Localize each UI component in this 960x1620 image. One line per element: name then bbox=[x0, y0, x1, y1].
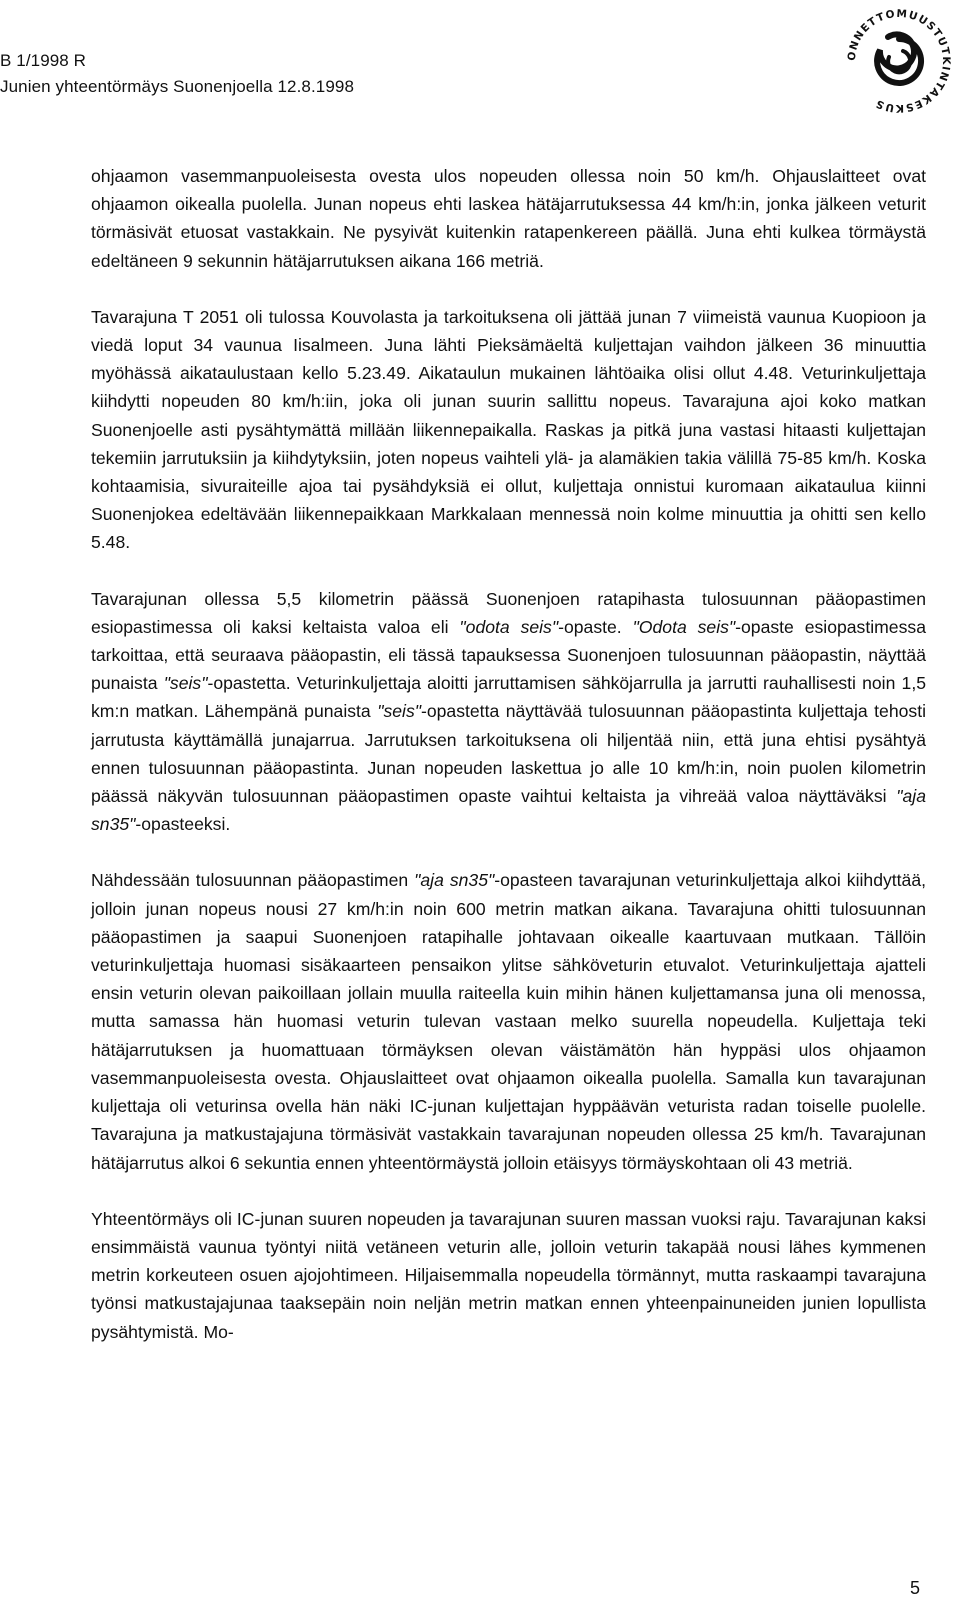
paragraph-text: Nähdessään tulosuunnan pääopastimen bbox=[91, 870, 415, 891]
paragraph-text: -opasteeksi. bbox=[135, 814, 231, 835]
paragraph-text: Tavarajunan ollessa 5,5 kilometrin päässä Suonenjoen ratapihasta tulosuunnan pääopastimen esiopastimessa oli kaksi keltaista valoa eli bbox=[91, 588, 926, 637]
report-id: B 1/1998 R bbox=[0, 51, 87, 70]
paragraph-text: Yhteentörmäys oli IC-junan suuren nopeuden ja tavarajunan suuren massan vuoksi raju. Tavarajunan kaksi ensimmäistä vaunua työntyi niitä vetäneen veturin alle, jolloin veturin takapää nousi lähes kymmenen metrin korkeuteen osuen ajojohtimeen. Hiljaisemmalla nopeudella törmännyt, mutta raskaampi tavarajuna työnsi matkustajajunaa taaksepäin noin neljän metrin matkan ennen yhteenpainuneiden junien lopullista pysähtymistä. Mo- bbox=[91, 1208, 926, 1342]
signal-term: "seis" bbox=[163, 673, 208, 694]
signal-term: "odota seis" bbox=[459, 616, 559, 637]
report-title: Junien yhteentörmäys Suonenjoella 12.8.1998 bbox=[0, 77, 354, 96]
spiral-icon bbox=[877, 34, 921, 83]
page-number: 5 bbox=[910, 1578, 921, 1598]
body-paragraph bbox=[91, 866, 926, 1176]
signal-term: "aja sn35" bbox=[414, 870, 495, 891]
paragraph-text: -opastetta. Veturinkuljettaja aloitti jarruttamisen sähköjarrulla ja jarrutti rauhallisesti noin 1,5 km:n matkan. Lähempänä punaista bbox=[91, 673, 926, 722]
page-header bbox=[0, 48, 700, 100]
body-paragraph bbox=[91, 303, 926, 557]
paragraph-text: ohjaamon vasemmanpuoleisesta ovesta ulos nopeuden ollessa noin 50 km/h. Ohjauslaitteet ovat ohjaamon oikealla puolella. Junan nopeus ehti laskea hätäjarrutuksessa 44 km/h:in, jonka jälkeen veturit törmäsivät etuosat vastakkain. Ne pysyivät kuitenkin ratapenkereen päällä. Juna ehti kulkea törmäystä edeltäneen 9 sekunnin hätäjarrutuksen aikana 166 metriä. bbox=[91, 166, 926, 271]
paragraph-text: -opasteen tavarajunan veturinkuljettaja alkoi kiihdyttää, jolloin junan nopeus nousi 27 km/h:in noin 600 metrin matkan aikana. Tavarajuna ohitti tulosuunnan pääopastimen ja saapui Suonenjoen ratapihalle johtavaan oikealle kaartuvaan mutkaan. Tällöin veturinkuljettaja huomasi sisäkaarteen pensaikon ylitse sähköveturin etuvalot. Veturinkuljettaja ajatteli ensin veturin olevan paikoillaan jollain muulla raiteella kuin mihin hänen kuljettamansa juna oli menossa, mutta samassa hän huomasi veturin tulevan vastaan melko suurella nopeudella. Kuljettaja teki hätäjarrutuksen ja huomattuaan törmäyksen olevan väistämätön hän hyppäsi ulos ohjaamon vasemmanpuoleisesta ovesta. Ohjauslaitteet ovat ohjaamon oikealla puolella. Samalla kun tavarajunan kuljettaja oli veturinsa ovella hän näki IC-junan kuljettajan hyppäävän veturista radan toiselle puolelle. Tavarajuna ja matkustajajuna törmäsivät vastakkain tavarajunan nopeuden ollessa 25 km/h. Tavarajunan hätäjarrutus alkoi 6 sekuntia ennen yhteentörmäystä jolloin etäisyys törmäyskohtaan oli 43 metriä. bbox=[91, 870, 927, 1173]
signal-term: "aja sn35" bbox=[91, 786, 926, 835]
signal-term: "Odota seis" bbox=[632, 616, 736, 637]
paragraph-text: -opastetta näyttävää tulosuunnan pääopastinta kuljettaja tehosti jarrutusta käyttämällä junajarrua. Jarrutuksen tarkoituksena oli hiljentää niin, että juna ehtisi pysähtyä ennen tulosuunnan pääopastinta. Junan nopeuden laskettua jo alle 10 km/h:in, noin puolen kilometrin päässä näkyvän tulosuunnan pääopastimen opaste vaihtui keltaista ja vihreää valoa näyttäväksi bbox=[91, 701, 927, 807]
paragraph-text: -opaste esiopastimessa tarkoittaa, että seuraava pääopastin, eli tässä tapauksessa Suonenjoen tulosuunnan pääopastin, näyttää punaista bbox=[91, 616, 926, 694]
paragraph-text: Tavarajuna T 2051 oli tulossa Kouvolasta ja tarkoituksena oli jättää junan 7 viimeistä vaunua Kuopioon ja viedä loput 34 vaunua Iisalmeen. Juna lähti Pieksämäeltä kuljettajan vaihdon jälkeen 36 minuuttia myöhässä aikataulustaan kello 5.23.49. Aikataulun mukainen lähtöaika olisi ollut 4.48. Veturinkuljettaja kiihdytti nopeuden 80 km/h:iin, joka oli junan suurin sallittu nopeus. Tavarajuna ajoi koko matkan Suonenjoelle asti pysähtymättä millään liikennepaikalla. Raskas ja pitkä juna vastasi hitaasti kuljettajan tekemiin jarrutuksiin ja kiihdytyksiin, joten nopeus vaihteli ylä- ja alamäkien takia välillä 75-85 km/h. Koska kohtaamisia, sivuraiteille ajoa tai pysähdyksiä ei ollut, kuljettaja onnistui kuromaan aikataulua kiinni Suonenjokea edeltävään liikennepaikkaan Markkalaan mennessä noin kolme minuuttia ja ohitti sen kello 5.48. bbox=[91, 306, 926, 553]
body-paragraph bbox=[91, 585, 926, 839]
svg-text:ONNETTOMUUSTUTKINTAKESKUS bbox=[846, 8, 952, 114]
paragraph-text: -opaste. bbox=[558, 616, 633, 637]
logo-ring-text: ONNETTOMUUSTUTKINTAKESKUS bbox=[845, 7, 953, 115]
body-paragraph bbox=[91, 162, 926, 275]
signal-term: "seis" bbox=[377, 701, 421, 722]
accident-investigation-board-logo bbox=[838, 0, 960, 122]
document-body bbox=[91, 162, 926, 1374]
body-paragraph bbox=[91, 1205, 926, 1346]
